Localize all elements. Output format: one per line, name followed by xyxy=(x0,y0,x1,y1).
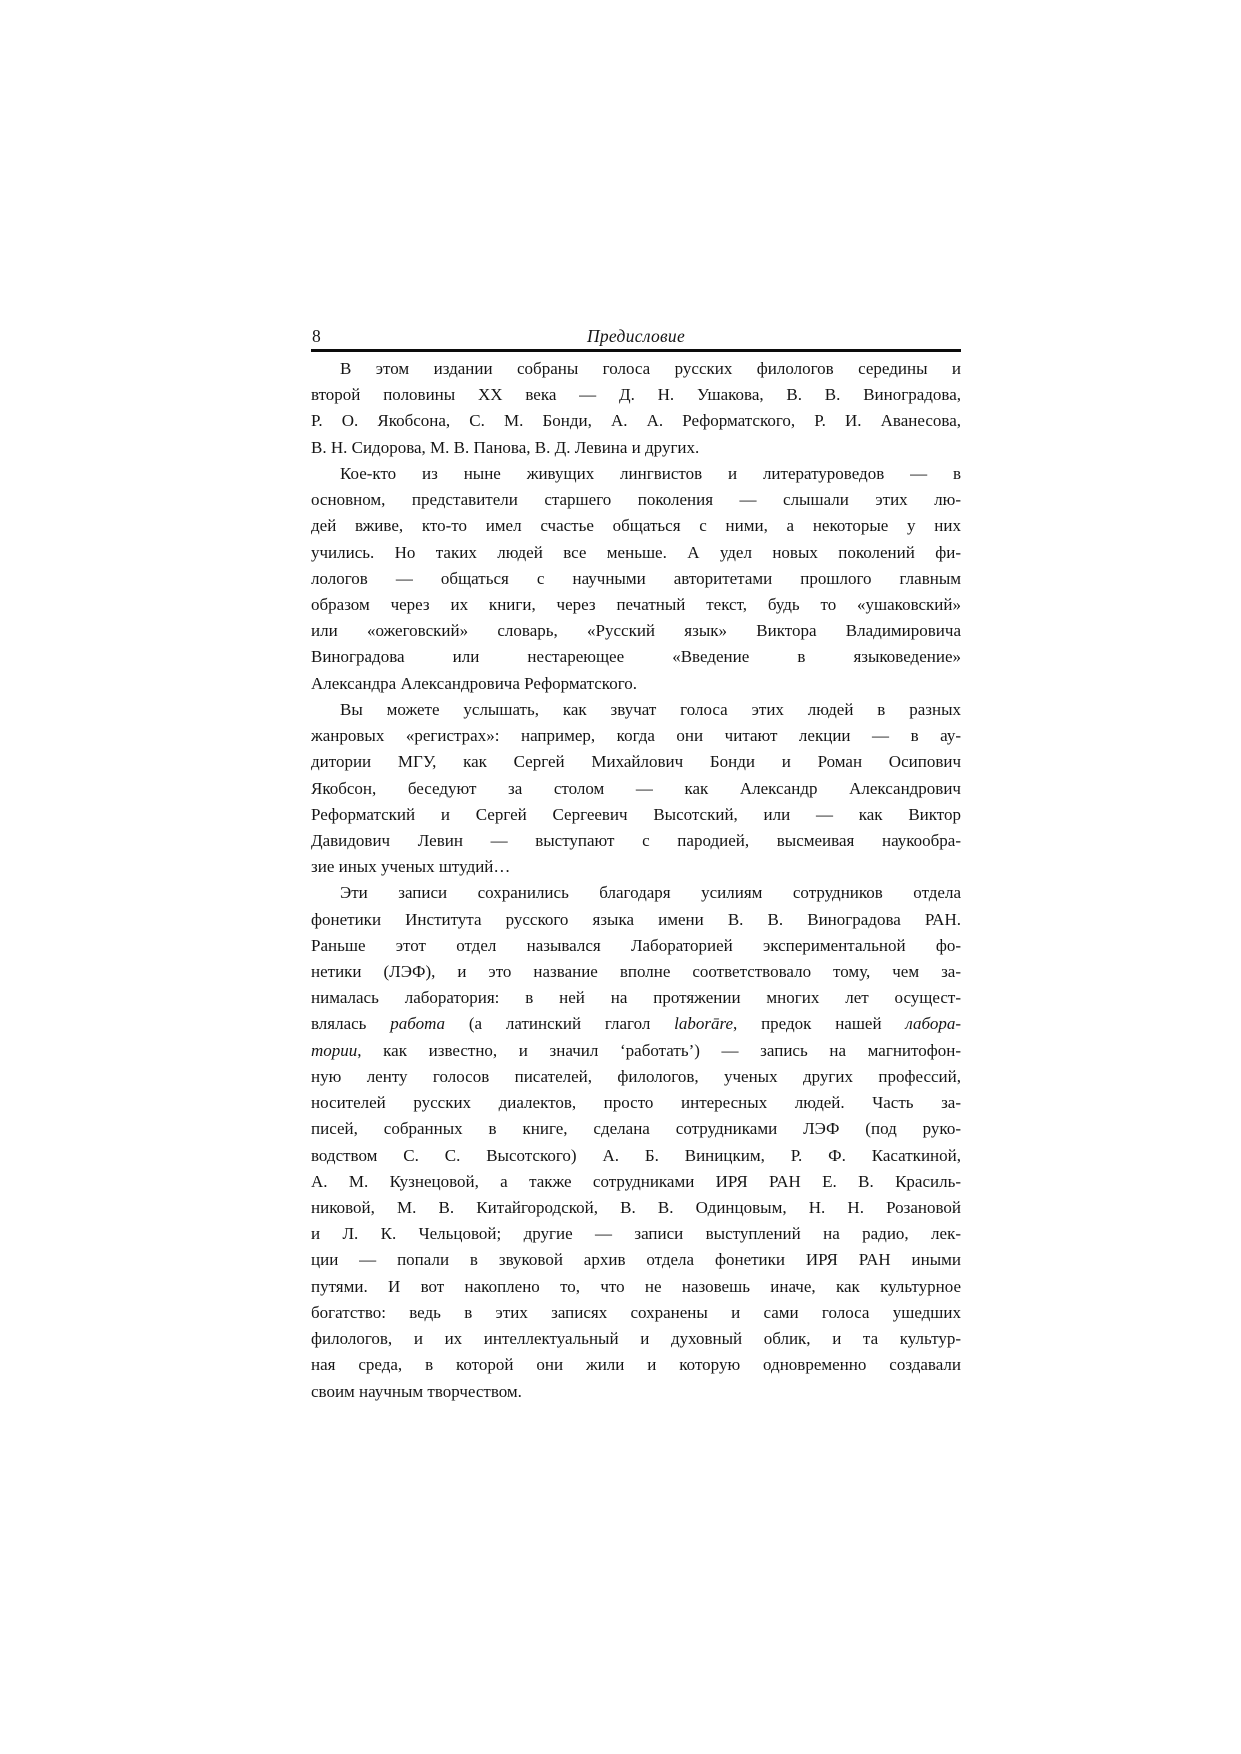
text-line: Реформатский и Сергей Сергеевич Высотский, или — как Виктор xyxy=(311,804,961,824)
text-line: нималась лаборатория: в ней на протяжении многих лет осущест- xyxy=(311,988,961,1008)
text-line: основном, представители старшего поколения — слышали этих лю- xyxy=(311,490,961,510)
text-line: своим научным творчеством. xyxy=(311,1381,522,1401)
text-line: второй половины XX века — Д. Н. Ушакова, В. В. Виноградова, xyxy=(311,385,961,405)
paragraph xyxy=(311,356,961,461)
text-line: путями. И вот накоплено то, что не назовешь иначе, как культурное xyxy=(311,1276,961,1296)
text-line: носителей русских диалектов, просто интересных людей. Часть за- xyxy=(311,1093,961,1113)
text-line: Александра Александровича Реформатского. xyxy=(311,673,638,693)
text-line: зие иных ученых штудий… xyxy=(311,857,511,877)
text-line: Виноградова или нестареющее «Введение в языковедение» xyxy=(311,647,961,667)
text-line: нетики (ЛЭФ), и это название вполне соответствовало тому, чем за- xyxy=(311,962,961,982)
text-line: ная среда, в которой они жили и которую одновременно создавали xyxy=(311,1355,961,1375)
text-line: ции — попали в звуковой архив отдела фонетики ИРЯ РАН иными xyxy=(311,1250,961,1270)
text-line: дитории МГУ, как Сергей Михайлович Бонди и Роман Осипович xyxy=(311,752,961,772)
text-line: влялась работа (а латинский глагол laborāre, предок нашей лабора- xyxy=(311,1014,961,1034)
text-line: Р. О. Якобсона, С. М. Бонди, А. А. Реформатского, Р. И. Аванесова, xyxy=(311,411,961,431)
paragraph xyxy=(311,697,961,881)
text-line: лологов — общаться с научными авторитетами прошлого главным xyxy=(311,568,961,588)
text-line: и Л. К. Чельцовой; другие — записи выступлений на радио, лек- xyxy=(311,1224,961,1244)
text-line: никовой, М. В. Китайгородской, В. В. Одинцовым, Н. Н. Розановой xyxy=(311,1198,961,1217)
text-line: Вы можете услышать, как звучат голоса этих людей в разных xyxy=(340,699,961,719)
text-line: Якобсон, беседуют за столом — как Александр Александрович xyxy=(311,778,961,798)
text-line: образом через их книги, через печатный текст, будь то «ушаковский» xyxy=(311,594,961,614)
text-line: учились. Но таких людей все меньше. А удел новых поколений фи- xyxy=(311,542,961,562)
text-line: Раньше этот отдел назывался Лабораторией экспериментальной фо- xyxy=(311,935,961,955)
text-line: водством С. С. Высотского) А. Б. Виницким, Р. Ф. Касаткиной, xyxy=(311,1145,961,1165)
text-line: В. Н. Сидорова, М. В. Панова, В. Д. Левина и других. xyxy=(311,437,700,457)
running-title: Предисловие xyxy=(586,326,686,346)
paragraph xyxy=(311,880,961,1404)
text-line: ную ленту голосов писателей, филологов, ученых других профессий, xyxy=(311,1066,961,1086)
text-line: тории, как известно, и значил ‘работать’) — запись на магнитофон- xyxy=(311,1040,961,1060)
header-rule xyxy=(311,349,961,352)
text-line: Эти записи сохранились благодаря усилиям сотрудников отдела xyxy=(340,883,961,903)
paragraph xyxy=(311,461,961,697)
text-line: дей вживе, кто-то имел счастье общаться с ними, а некоторые у них xyxy=(311,516,961,536)
text-line: филологов, и их интеллектуальный и духовный облик, и та культур- xyxy=(311,1329,961,1349)
text-line: богатство: ведь в этих записях сохранены и сами голоса ушедших xyxy=(311,1302,961,1322)
body-text xyxy=(311,356,961,1405)
text-line: или «ожеговский» словарь, «Русский язык» Виктора Владимировича xyxy=(311,621,961,641)
text-line: писей, собранных в книге, сделана сотрудниками ЛЭФ (под руко- xyxy=(311,1119,961,1139)
text-line: Давидович Левин — выступают с пародией, высмеивая наукообра- xyxy=(311,830,961,850)
page-header xyxy=(311,326,961,347)
text-line: жанровых «регистрах»: например, когда они читают лекции — в ау- xyxy=(311,726,961,746)
page-number: 8 xyxy=(312,326,321,346)
text-line: А. М. Кузнецовой, а также сотрудниками ИРЯ РАН Е. В. Красиль- xyxy=(311,1171,961,1191)
text-line: Кое-кто из ныне живущих лингвистов и литературоведов — в xyxy=(340,463,961,483)
text-line: фонетики Института русского языка имени В. В. Виноградова РАН. xyxy=(311,909,961,929)
text-line: В этом издании собраны голоса русских филологов середины и xyxy=(340,359,961,378)
page-content xyxy=(311,326,961,1405)
